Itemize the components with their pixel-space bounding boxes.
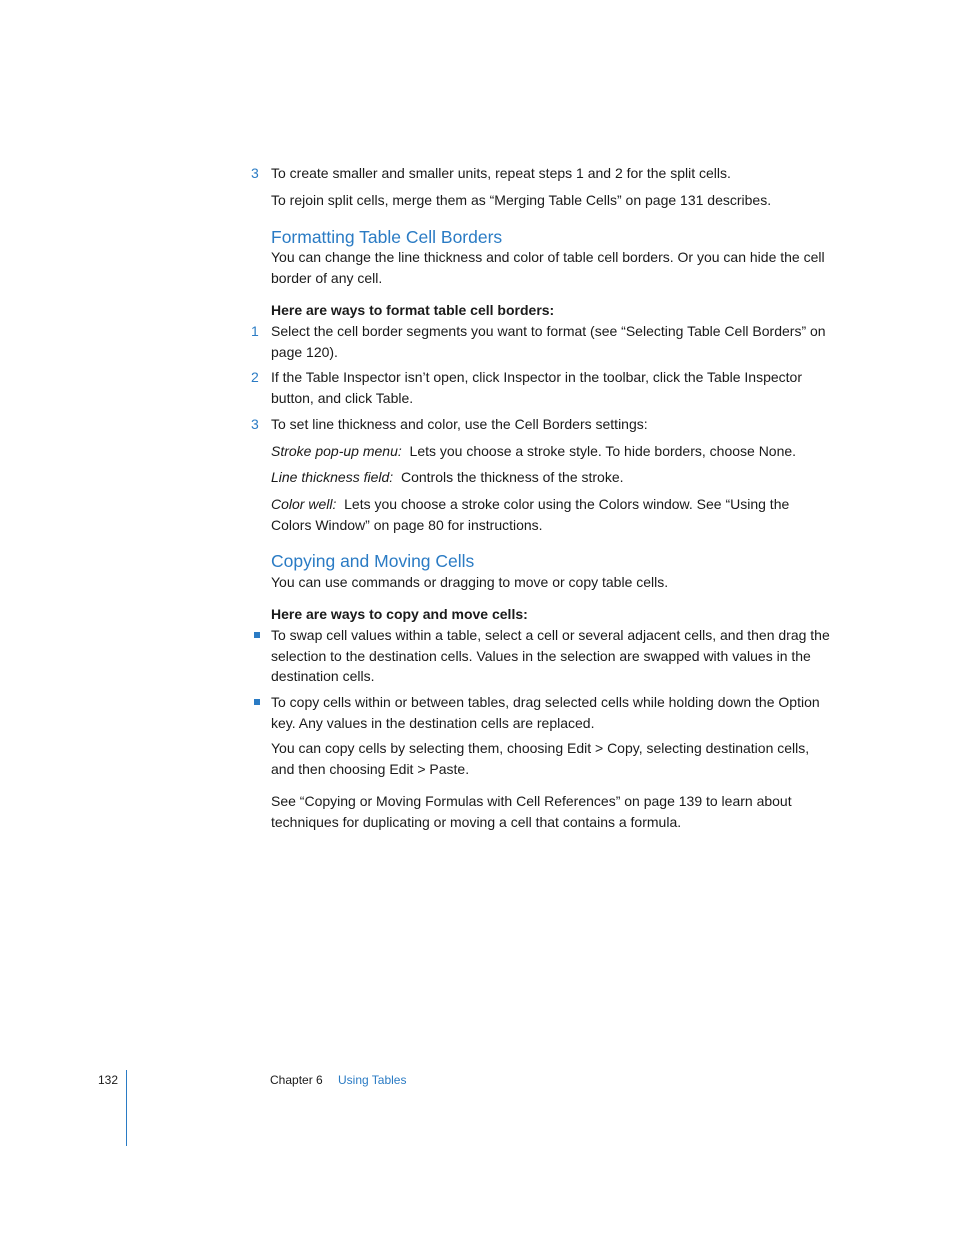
setting-desc: Controls the thickness of the stroke. (400, 469, 624, 485)
setting-term: Color well: (271, 496, 337, 512)
setting-desc: Lets you choose a stroke color using the Colors window. See “Using the Colors Window” on page 80 for instructions. (271, 496, 790, 533)
setting-desc: Lets you choose a stroke style. To hide borders, choose None. (409, 443, 797, 459)
setting-stroke (271, 441, 831, 462)
setting-term: Stroke pop-up menu: (271, 443, 402, 459)
footer-chapter-label: Chapter 6 (270, 1073, 323, 1087)
section-intro: You can use commands or dragging to move or copy table cells. (271, 574, 669, 590)
bullet-text: To copy cells within or between tables, drag selected cells while holding down the Option key. Any values in the destination cells are replaced. (271, 694, 820, 731)
step-text: To set line thickness and color, use the Cell Borders settings: (271, 416, 648, 432)
section-heading-formatting-borders: Formatting Table Cell Borders (271, 227, 503, 247)
setting-term: Line thickness field: (271, 469, 394, 485)
section-intro: You can change the line thickness and color of table cell borders. Or you can hide the cell border of any cell. (271, 249, 825, 286)
step-text: If the Table Inspector isn’t open, click Inspector in the toolbar, click the Table Inspector button, and click Table. (271, 369, 803, 406)
step-number: 1 (251, 323, 259, 339)
see-also-paragraph: See “Copying or Moving Formulas with Cell References” on page 139 to learn about techniques for duplicating or moving a cell that contains a formula. (271, 793, 792, 830)
step-text: Select the cell border segments you want to format (see “Selecting Table Cell Borders” on page 120). (271, 323, 826, 360)
step-text: To create smaller and smaller units, repeat steps 1 and 2 for the split cells. (271, 165, 731, 181)
bullet-text: To swap cell values within a table, select a cell or several adjacent cells, and then drag the selection to the destination cells. Values in the selection are swapped with values in the destination cells. (271, 627, 830, 684)
footer-divider (126, 1070, 127, 1146)
setting-line-thickness (271, 467, 831, 488)
setting-color-well (271, 494, 831, 535)
page-number: 132 (98, 1073, 119, 1087)
bullet-marker (254, 699, 260, 705)
bullet-marker (254, 632, 260, 638)
copy-note: You can copy cells by selecting them, choosing Edit > Copy, selecting destination cells, and then choosing Edit > Paste. (271, 740, 810, 777)
ways-heading: Here are ways to copy and move cells: (271, 606, 528, 622)
step-number: 3 (251, 416, 259, 432)
step-number: 2 (251, 369, 259, 385)
footer-chapter-title: Using Tables (338, 1073, 407, 1087)
step-number: 3 (251, 165, 259, 181)
ways-heading: Here are ways to format table cell borders: (271, 302, 555, 318)
rejoin-paragraph: To rejoin split cells, merge them as “Merging Table Cells” on page 131 describes. (271, 192, 772, 208)
section-heading-copying-moving: Copying and Moving Cells (271, 551, 475, 571)
